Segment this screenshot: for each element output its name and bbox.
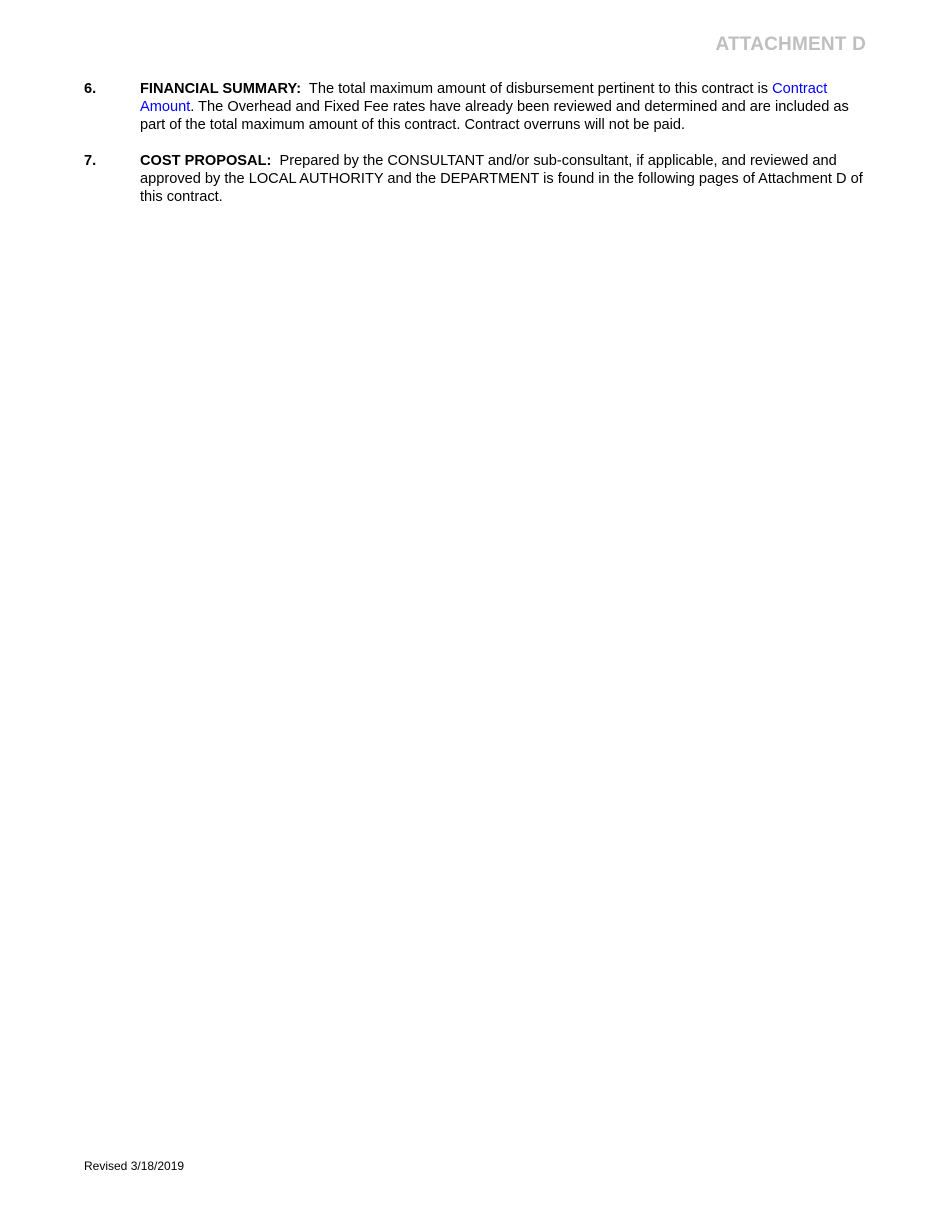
revised-date-footer: Revised 3/18/2019	[84, 1159, 185, 1173]
section-text: Prepared by the CONSULTANT and/or sub-consultant, if applicable, and reviewed and approved by the LOCAL AUTHORITY and the DEPARTMENT is found in the following pages of Attachment D of this contract.	[140, 153, 863, 205]
section-body	[140, 80, 864, 134]
section-body	[140, 152, 864, 206]
section-financial-summary	[84, 80, 864, 134]
section-number: 7.	[84, 153, 97, 169]
document-sections	[84, 80, 864, 224]
section-heading: COST PROPOSAL:	[140, 153, 272, 169]
section-number: 6.	[84, 81, 97, 97]
section-text-continued: . The Overhead and Fixed Fee rates have already been reviewed and determined and are included as part of the total maximum amount of this contract. Contract overruns will not be paid.	[140, 99, 849, 133]
section-heading: FINANCIAL SUMMARY:	[140, 81, 302, 97]
contract-amount-field[interactable]: Contract Amount	[140, 81, 828, 115]
section-cost-proposal	[84, 152, 864, 206]
attachment-label: ATTACHMENT D	[715, 34, 866, 55]
section-text: The total maximum amount of disbursement pertinent to this contract is	[308, 81, 769, 97]
